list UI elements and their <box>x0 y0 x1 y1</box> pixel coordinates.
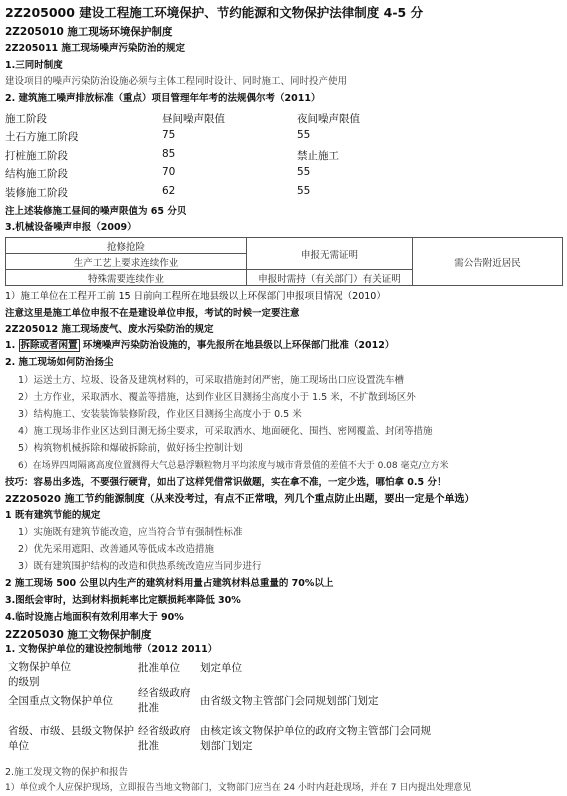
noise-row-night: 55 <box>297 185 311 197</box>
page-title: 2Z205000 建设工程施工环境保护、节约能源和文物保护法律制度 4-5 分 <box>5 5 424 20</box>
point-three-simultaneous-text: 建设项目的噪声污染防治设施必须与主体工程同时设计、同时施工、同时投产使用 <box>5 76 348 87</box>
noise-header-stage: 施工阶段 <box>5 113 47 125</box>
relic-row-level: 省级、市级、县级文物保护单位 <box>8 725 134 753</box>
relic-row-approval: 经省级政府批准 <box>138 687 191 715</box>
exam-tip: 技巧：容易出多选，不要强行硬背，如出了这样凭借常识做题，实在拿不准，一定少选，哪怕拿 0.5 分！ <box>5 477 447 488</box>
list-item: 4）施工现场非作业区达到目测无扬尘要求，可采取洒水、地面硬化、围挡、密网覆盖、封闭等措施 <box>18 426 433 437</box>
machine-noise-table <box>5 237 563 286</box>
declaration-note: 注意这里是施工单位申报不在是建设单位申报，考试的时候一定要注意 <box>5 308 300 319</box>
relic-row-level: 全国重点文物保护单位 <box>8 695 113 707</box>
noise-row-stage: 土石方施工阶段 <box>5 131 79 143</box>
list-item: 1）实施既有建筑节能改造，应当符合节有强制性标准 <box>18 527 243 538</box>
relic-row-approval: 经省级政府批准 <box>138 725 191 753</box>
noise-row-day: 70 <box>162 166 176 178</box>
control-zone-title: 1. 文物保护单位的建设控制地带（2012 2011） <box>5 644 218 655</box>
noise-row-night: 55 <box>297 129 311 141</box>
noise-row-day: 75 <box>162 129 176 141</box>
existing-building-title: 1 既有建筑节能的规定 <box>5 510 101 521</box>
table-cell: 抢修抢险 <box>6 238 247 254</box>
noise-row-night: 55 <box>297 166 311 178</box>
list-item: 5）构筑物机械拆除和爆破拆除前，做好扬尘控制计划 <box>18 443 243 454</box>
relic-row-delimit: 由省级文物主管部门会同规划部门划定 <box>200 695 379 707</box>
section-heading-relics: 2Z205030 施工文物保护制度 <box>5 629 152 641</box>
noise-row-stage: 打桩施工阶段 <box>5 150 68 162</box>
noise-standard-title: 2. 建筑施工噪声排放标准（重点）项目管理年年考的法规偶尔考（2011） <box>5 93 321 104</box>
declaration-rule: 1）施工单位在工程开工前 15 日前向工程所在地县级以上环保部门申报项目情况（2010） <box>5 291 386 302</box>
machine-noise-title: 3.机械设备噪声申报（2009） <box>5 222 137 233</box>
temporary-facility-rule: 4.临时设施占地面积有效利用率大于 90% <box>5 612 184 623</box>
list-item: 3）结构施工、安装装饰装修阶段，作业区目测扬尘高度小于 0.5 米 <box>18 409 302 420</box>
boxed-phrase: 拆除或者闲置 <box>20 340 78 351</box>
list-item: 2）土方作业，采取洒水、覆盖等措施，达到作业区目测扬尘高度小于 1.5 米，不扩散到场区外 <box>18 392 416 403</box>
table-cell: 申报时需持（有关部门）有关证明 <box>247 270 413 286</box>
section-heading-energy: 2Z205020 施工节约能源制度（从来没考过，有点不正常哦，列几个重点防止出题，要出一定是个单选） <box>5 494 475 505</box>
idle-facility-rule <box>5 341 394 352</box>
relic-row-delimit: 由核定该文物保护单位的政府文物主管部门会同规划部门划定 <box>200 725 431 753</box>
dust-control-title: 2. 施工现场如何防治扬尘 <box>5 357 114 368</box>
drawing-review-rule: 3.图纸会审时，达到材料损耗率比定额损耗率降低 30% <box>5 595 241 606</box>
noise-row-stage: 装修施工阶段 <box>5 187 68 199</box>
noise-row-day: 62 <box>162 185 176 197</box>
table-cell: 特殊需要连续作业 <box>6 270 247 286</box>
table-cell: 生产工艺上要求连续作业 <box>6 254 247 270</box>
relic-header-delimit: 划定单位 <box>200 662 242 674</box>
discovery-title: 2.施工发现文物的保护和报告 <box>5 767 129 778</box>
material-rule: 2 施工现场 500 公里以内生产的建筑材料用量占建筑材料总重量的 70%以上 <box>5 578 334 589</box>
subsection-gas-water: 2Z205012 施工现场废气、废水污染防治的规定 <box>5 324 214 335</box>
list-item: 6）在场界四周隔离高度位置测得大气总悬浮颗粒物月平均浓度与城市背景值的差值不大于 0.08 毫克/立方米 <box>18 461 449 471</box>
rule-prefix: 1. <box>5 340 16 351</box>
noise-header-day: 昼间噪声限值 <box>162 113 225 125</box>
noise-row-stage: 结构施工阶段 <box>5 168 68 180</box>
noise-header-night: 夜间噪声限值 <box>297 113 360 125</box>
rule-text: 环境噪声污染防治设施的，事先报所在地县级以上环保部门批准（2012） <box>82 340 395 351</box>
section-heading-env: 2Z205010 施工现场环境保护制度 <box>5 26 173 38</box>
table-cell: 需公告附近居民 <box>413 238 563 286</box>
relic-header-approval: 批准单位 <box>138 662 180 674</box>
relic-header-level: 文物保护单位的级别 <box>8 661 71 689</box>
noise-row-night: 禁止施工 <box>297 150 339 162</box>
list-item: 2）优先采用遮阳、改善通风等低成本改造措施 <box>18 544 215 555</box>
noise-row-day: 85 <box>162 148 176 160</box>
decoration-note: 注上述装修施工昼间的噪声限值为 65 分贝 <box>5 206 187 217</box>
subsection-noise: 2Z205011 施工现场噪声污染防治的规定 <box>5 43 185 54</box>
table-cell: 申报无需证明 <box>247 238 413 270</box>
list-item: 3）既有建筑围护结构的改造和供热系统改造应当同步进行 <box>18 561 262 572</box>
list-item: 1）运送土方、垃圾、设备及建筑材料的，可采取措施封闭严密，施工现场出口应设置洗车槽 <box>18 375 405 386</box>
point-three-simultaneous-title: 1.三同时制度 <box>5 60 63 71</box>
discovery-text: 1）单位或个人应保护现场，立即报告当地文物部门，文物部门应当在 24 小时内赶赴现场，并在 7 日内提出处理意见 <box>5 783 472 793</box>
